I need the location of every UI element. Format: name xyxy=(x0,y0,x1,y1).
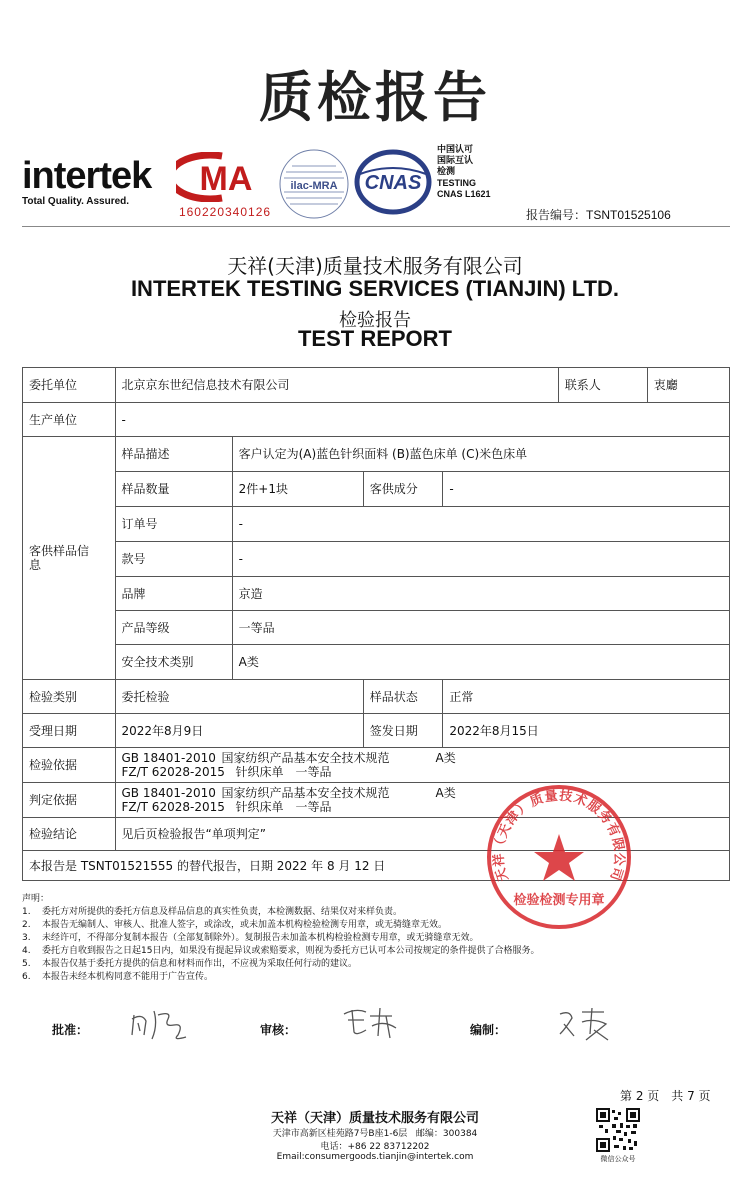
company-name-cn: 天祥(天津)质量技术服务有限公司 xyxy=(227,254,523,278)
table-row xyxy=(23,368,730,403)
note-number: 2. xyxy=(22,920,31,930)
note-text: 未经许可，不得部分复制本报告（全部复制除外）。复制报告未加盖本机构检验检测专用章，或无骑缝章无效。 xyxy=(42,933,479,943)
standard-name: 国家纺织产品基本安全技术规范 xyxy=(221,786,390,800)
note-item xyxy=(22,971,539,984)
report-title-en: TEST REPORT xyxy=(297,326,452,351)
header-divider xyxy=(22,226,730,227)
note-item xyxy=(22,932,539,945)
replacement-note: 本报告是 TSNT01521555 的替代报告，日期 2022 年 8 月 12 日 xyxy=(23,851,730,881)
note-text: 本报告未经本机构同意不能用于广告宣传。 xyxy=(42,972,214,982)
issued-label: 签发日期 xyxy=(363,714,443,748)
test-type-label: 检验类别 xyxy=(23,680,116,714)
note-item xyxy=(22,919,539,932)
seal-ring-text: 天祥（天津）质量技术服务有限公司 xyxy=(491,788,627,884)
intertek-wordmark: intertek xyxy=(22,155,152,197)
sample-desc-value: 客户认定为(A)蓝色针织面料 (B)蓝色床单 (C)米色床单 xyxy=(232,437,729,472)
cnas-logo-icon xyxy=(354,148,432,216)
approver-signature-icon xyxy=(128,1005,192,1043)
client-label: 委托单位 xyxy=(23,368,116,403)
table-row xyxy=(23,680,730,714)
standard-code: FZ/T 62028-2015 xyxy=(121,800,225,814)
table-row xyxy=(23,542,730,577)
cnas-line: CNAS L1621 xyxy=(437,189,491,199)
table-row xyxy=(23,437,730,472)
report-number-value: TSNT01525106 xyxy=(586,208,671,222)
compile-label: 编制： xyxy=(470,1023,507,1037)
cnas-line: 中国认可 xyxy=(437,145,474,155)
contact-label: 联系人 xyxy=(564,378,601,392)
composition-value: - xyxy=(443,472,730,507)
safety-value: A类 xyxy=(232,645,729,680)
style-label: 款号 xyxy=(115,542,232,577)
grade-value: 一等品 xyxy=(232,611,729,645)
note-number: 5. xyxy=(22,959,31,969)
received-label: 受理日期 xyxy=(23,714,116,748)
table-row xyxy=(23,403,730,437)
review-label: 审核： xyxy=(260,1023,297,1037)
test-type-value: 委托检验 xyxy=(115,680,363,714)
approve-label: 批准： xyxy=(52,1023,89,1037)
style-value: - xyxy=(232,542,729,577)
note-text: 委托方对所提供的委托方信息及样品信息的真实性负责，本检测数据、结果仅对来样负责。 xyxy=(42,907,403,917)
note-item xyxy=(22,906,539,919)
conclusion-value: 见后页检验报告“单项判定” xyxy=(115,818,730,851)
cnas-line: TESTING xyxy=(437,178,477,188)
cnas-line: 检测 xyxy=(437,167,456,177)
note-item xyxy=(22,945,539,958)
seal-bottom-text: 检验检测专用章 xyxy=(513,893,605,908)
cnas-line: 国际互认 xyxy=(437,156,474,166)
sample-desc-label: 样品描述 xyxy=(115,437,232,472)
basis-label: 检验依据 xyxy=(23,748,116,783)
contact-value: 衷廳 xyxy=(647,368,729,403)
manufacturer-value: - xyxy=(115,403,730,437)
sample-state-value: 正常 xyxy=(443,680,730,714)
ilac-mra-logo-icon xyxy=(276,146,352,222)
conclusion-label: 检验结论 xyxy=(23,818,116,851)
received-value: 2022年8月9日 xyxy=(115,714,363,748)
compiler-signature-icon xyxy=(556,1004,612,1044)
seal-star-icon xyxy=(534,834,584,881)
standard-name: 针织床单 xyxy=(235,800,284,814)
footer-email-label: Email: xyxy=(276,1152,305,1162)
footer-postcode: 300384 xyxy=(442,1129,478,1139)
page-number: 第 2 页 共 7 页 xyxy=(620,1089,711,1103)
judge-label: 判定依据 xyxy=(23,783,116,818)
table-row xyxy=(23,748,730,783)
note-number: 1. xyxy=(22,907,31,917)
sample-qty-label: 样品数量 xyxy=(115,472,232,507)
declaration-notes xyxy=(22,893,539,984)
standard-line xyxy=(122,751,724,765)
note-text: 本报告无编制人、审核人、批准人签字，或涂改，或未加盖本机构检验检测专用章，或无骑缝章无效。 xyxy=(42,920,448,930)
note-number: 3. xyxy=(22,933,31,943)
notes-title: 声明： xyxy=(22,894,50,904)
intertek-tagline: Total Quality. Assured. xyxy=(22,196,130,207)
footer-phone: +86 22 83712202 xyxy=(347,1142,430,1152)
footer-email: consumergoods.tianjin@intertek.com xyxy=(304,1152,474,1162)
standard-code: FZ/T 62028-2015 xyxy=(121,765,225,779)
standard-code: GB 18401-2010 xyxy=(121,751,216,765)
table-row xyxy=(23,507,730,542)
report-number xyxy=(526,206,671,223)
table-row xyxy=(23,645,730,680)
standard-grade: 一等品 xyxy=(295,765,332,779)
safety-label: 安全技术类别 xyxy=(115,645,232,680)
cma-logo-icon xyxy=(176,152,268,202)
sample-state-label: 样品状态 xyxy=(363,680,443,714)
manufacturer-label: 生产单位 xyxy=(23,403,116,437)
standard-code: GB 18401-2010 xyxy=(121,786,216,800)
sample-info-label xyxy=(23,437,116,680)
standard-grade: A类 xyxy=(435,751,456,765)
contact-label-cell xyxy=(558,368,647,403)
note-number: 4. xyxy=(22,946,31,956)
qr-label: 微信公众号 xyxy=(600,1155,636,1163)
cnas-text: CNAS xyxy=(364,172,422,194)
standard-line xyxy=(122,765,724,779)
report-title-cn: 检验报告 xyxy=(339,310,411,331)
footer-address: 天津市高新区桂苑路7号B座1-6层 xyxy=(272,1129,408,1139)
page-title: 质检报告 xyxy=(259,66,491,129)
report-number-label: 报告编号： xyxy=(526,208,587,222)
footer-postcode-label: 邮编： xyxy=(415,1129,443,1139)
issued-value: 2022年8月15日 xyxy=(443,714,730,748)
judge-value xyxy=(115,783,730,818)
reviewer-signature-icon xyxy=(340,1002,402,1042)
note-text: 本报告仅基于委托方提供的信息和材料而作出，不应视为采取任何行动的建议。 xyxy=(42,959,358,969)
table-row xyxy=(23,611,730,645)
brand-label: 品牌 xyxy=(115,577,232,611)
note-item xyxy=(22,958,539,971)
order-value: - xyxy=(232,507,729,542)
cma-text: MA xyxy=(199,160,253,198)
note-text: 委托方自收到报告之日起15日内，如果没有提起异议或索赔要求，则视为委托方已认可本公司按规定的条件提供了合格服务。 xyxy=(42,946,540,956)
intertek-logo xyxy=(22,156,151,207)
brand-value: 京造 xyxy=(232,577,729,611)
cma-number: 160220340126 xyxy=(178,205,272,219)
note-number: 6. xyxy=(22,972,31,982)
basis-value xyxy=(115,748,730,783)
cnas-accreditation-text xyxy=(437,145,491,200)
footer-company: 天祥（天津）质量技术服务有限公司 xyxy=(270,1111,479,1126)
table-row xyxy=(23,577,730,611)
table-row xyxy=(23,472,730,507)
order-label: 订单号 xyxy=(115,507,232,542)
standard-grade: 一等品 xyxy=(295,800,332,814)
sample-info-label-text: 客供样品信息 xyxy=(29,544,90,572)
standard-grade: A类 xyxy=(435,786,456,800)
composition-label: 客供成分 xyxy=(363,472,443,507)
ilac-text: ilac-MRA xyxy=(290,180,338,192)
standard-name: 针织床单 xyxy=(235,765,284,779)
footer-phone-label: 电话： xyxy=(320,1142,348,1152)
wechat-qr-code-icon xyxy=(596,1108,640,1152)
standard-name: 国家纺织产品基本安全技术规范 xyxy=(221,751,390,765)
table-row xyxy=(23,714,730,748)
sample-qty-value: 2件+1块 xyxy=(232,472,363,507)
grade-label: 产品等级 xyxy=(115,611,232,645)
client-value: 北京京东世纪信息技术有限公司 xyxy=(115,368,558,403)
company-name-en: INTERTEK TESTING SERVICES (TIANJIN) LTD. xyxy=(130,276,620,301)
